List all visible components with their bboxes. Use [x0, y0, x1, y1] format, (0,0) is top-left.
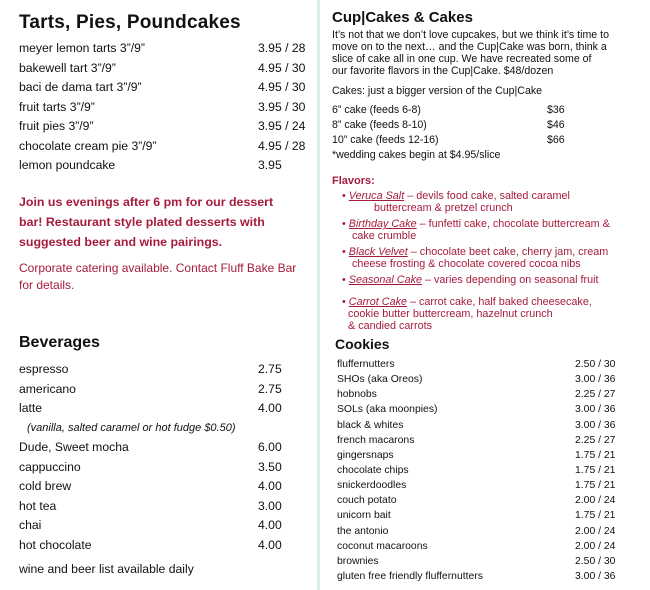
description-line: slice of cake all in one cup. We have recreated some of [332, 53, 592, 65]
item-name: 10” cake (feeds 12-16) [332, 134, 439, 146]
catering-line: for details. [19, 278, 75, 292]
item-name: americano [19, 381, 76, 396]
list-item [337, 569, 647, 584]
item-price: 1.75 / 21 [575, 449, 616, 461]
list-item [332, 134, 632, 149]
flavor-desc: & candied carrots [348, 320, 433, 332]
item-price: 4.00 [258, 401, 282, 415]
list-item-note [19, 419, 314, 439]
list-item [19, 360, 314, 380]
item-name: french macarons [337, 434, 415, 446]
item-name: hot tea [19, 498, 57, 513]
list-item [337, 508, 647, 523]
item-name: 6” cake (feeds 6-8) [332, 104, 421, 116]
flavors-list [342, 190, 648, 332]
list-item [337, 554, 647, 569]
list-item [337, 448, 647, 463]
list-item [332, 119, 632, 134]
flavor-name: Veruca Salt [348, 190, 405, 202]
flavor-name: Carrot Cake [348, 296, 407, 308]
item-name: unicorn bait [337, 510, 391, 522]
flavor-item: • Black Velvet – chocolate beet cake, cherry jam, cream cheese frosting & chocolate covered cocoa nibs [342, 246, 648, 270]
item-price: 1.75 / 21 [575, 480, 616, 492]
flavor-desc: – devils food cake, salted caramel [404, 190, 570, 202]
tarts-heading: Tarts, Pies, Poundcakes [19, 12, 241, 33]
description-line: It’s not that we don’t love cupcakes, but we think it’s time to [332, 29, 609, 41]
cake-sizes [332, 104, 632, 164]
item-price: 3.95 / 24 [258, 119, 306, 133]
flavor-desc: cookie butter buttercream, hazelnut crunch [348, 308, 553, 320]
description-line: our favorite flavors in the Cup|Cake. $48/dozen [332, 65, 554, 77]
item-price: 3.95 / 30 [258, 99, 306, 114]
item-name: lemon poundcake [19, 158, 116, 172]
list-item [332, 104, 632, 119]
catering-note [19, 260, 314, 294]
beverages-list [19, 360, 314, 555]
list-item [337, 418, 647, 433]
item-name: gingersnaps [337, 449, 394, 461]
item-price: 3.00 / 36 [575, 374, 616, 386]
cakes-intro: Cakes: just a bigger version of the Cup|Cake [332, 85, 543, 97]
list-item [19, 438, 314, 458]
left-column [0, 0, 318, 590]
list-item [19, 137, 314, 157]
list-item [19, 156, 314, 176]
list-item [19, 458, 314, 478]
item-price: $46 [547, 119, 565, 131]
item-name: fruit pies 3”/9” [19, 119, 94, 133]
item-price: 3.00 / 36 [575, 419, 616, 431]
item-price: 2.50 / 30 [575, 555, 616, 567]
list-item [19, 39, 314, 59]
item-name: brownies [337, 555, 379, 567]
item-name: chai [19, 518, 42, 532]
item-price: 1.75 / 21 [575, 464, 616, 476]
cookies-list [337, 357, 647, 584]
item-price: 6.00 [258, 440, 282, 454]
list-item [337, 433, 647, 448]
item-price: 4.95 / 30 [258, 80, 306, 94]
item-price: 3.00 / 36 [575, 404, 616, 416]
item-price: 3.95 / 28 [258, 41, 306, 55]
item-name: cold brew [19, 479, 72, 493]
item-price: 4.95 / 28 [258, 138, 306, 153]
cupcakes-heading: Cup|Cakes & Cakes [332, 9, 473, 26]
tarts-list [19, 39, 314, 176]
flavors-heading: Flavors: [332, 175, 375, 187]
flavor-name: Birthday Cake [348, 218, 417, 230]
item-price: 2.75 [258, 362, 282, 376]
list-item [19, 59, 314, 79]
item-price: $66 [547, 134, 565, 146]
item-name: SOLs (aka moonpies) [337, 404, 438, 416]
flavor-item: • Seasonal Cake – varies depending on seasonal fruit [342, 274, 599, 286]
catering-line: Corporate catering available. Contact Fluff Bake Bar [19, 261, 297, 275]
flavor-item: • Veruca Salt – devils food cake, salted caramel buttercream & pretzel crunch [342, 190, 648, 214]
list-item [337, 463, 647, 478]
list-item [337, 478, 647, 493]
flavor-desc: – funfetti cake, chocolate buttercream & [416, 218, 610, 230]
list-item [19, 399, 314, 419]
item-name: coconut macaroons [337, 540, 428, 552]
item-name: meyer lemon tarts 3”/9” [19, 41, 145, 55]
dessert-bar-promo [19, 192, 314, 252]
item-name: (vanilla, salted caramel or hot fudge $0.50) [27, 421, 236, 434]
flavor-item: • Carrot Cake – carrot cake, half baked cheesecake, cookie butter buttercream, hazelnut crunch & candied carrots [342, 296, 648, 332]
flavor-desc: – chocolate beet cake, cherry jam, cream [407, 246, 609, 258]
item-price: 4.00 [258, 518, 282, 532]
item-name: couch potato [337, 495, 397, 507]
item-price: 3.50 [258, 459, 282, 474]
cupcake-description [332, 29, 644, 77]
item-price: 3.00 [258, 498, 282, 513]
list-item [19, 536, 314, 556]
right-column [320, 0, 650, 590]
promo-line: suggested beer and wine pairings. [19, 235, 223, 249]
item-price: 1.75 / 21 [575, 510, 616, 522]
item-name: hot chocolate [19, 537, 92, 552]
flavor-desc: buttercream & pretzel crunch [374, 202, 513, 214]
item-price: 2.00 / 24 [575, 540, 616, 552]
flavor-desc: cake crumble [352, 230, 417, 242]
list-item [337, 402, 647, 417]
item-name: the antonio [337, 525, 389, 537]
item-name: snickerdoodles [337, 480, 407, 492]
item-price: $36 [547, 104, 565, 116]
item-name: baci de dama tart 3”/9” [19, 80, 142, 94]
item-price: 4.00 [258, 479, 282, 493]
item-price: 4.00 [258, 537, 282, 552]
list-item [337, 493, 647, 508]
list-item [337, 372, 647, 387]
promo-line: bar! Restaurant style plated desserts with [19, 215, 265, 229]
flavor-desc: – carrot cake, half baked cheesecake, [406, 296, 592, 308]
item-price: 3.00 / 36 [575, 570, 616, 582]
item-name: Dude, Sweet mocha [19, 440, 129, 454]
item-name: SHOs (aka Oreos) [337, 374, 423, 386]
list-item [19, 477, 314, 497]
wine-beer-note: wine and beer list available daily [19, 562, 194, 576]
promo-line: Join us evenings after 6 pm for our dessert [19, 195, 274, 209]
item-name: fluffernutters [337, 359, 395, 370]
list-item [337, 524, 647, 539]
item-name: chocolate cream pie 3”/9” [19, 138, 157, 153]
list-item [19, 516, 314, 536]
list-item [19, 380, 314, 400]
description-line: move on to the next… and the Cup|Cake was born, think a [332, 41, 607, 53]
item-name: bakewell tart 3”/9” [19, 60, 116, 75]
item-price: 2.50 / 30 [575, 359, 616, 370]
list-item [337, 539, 647, 554]
list-item [19, 98, 314, 118]
flavor-name: Seasonal Cake [348, 274, 423, 286]
list-item [19, 78, 314, 98]
flavor-name: Black Velvet [348, 246, 408, 258]
item-price: 2.75 [258, 381, 282, 396]
item-name: 8” cake (feeds 8-10) [332, 119, 427, 131]
flavor-desc: – varies depending on seasonal fruit [422, 274, 599, 286]
item-name: chocolate chips [337, 464, 409, 476]
item-name: fruit tarts 3”/9” [19, 99, 95, 114]
item-name: cappuccino [19, 459, 81, 474]
list-item [337, 357, 647, 372]
item-price: 2.25 / 27 [575, 389, 616, 401]
list-item [19, 497, 314, 517]
beverages-heading: Beverages [19, 334, 100, 351]
item-name: latte [19, 401, 43, 415]
wedding-note: *wedding cakes begin at $4.95/slice [332, 149, 501, 161]
list-item [337, 387, 647, 402]
list-item [19, 117, 314, 137]
flavor-item: • Birthday Cake – funfetti cake, chocolate buttercream & cake crumble [342, 218, 648, 242]
item-price: 2.00 / 24 [575, 495, 616, 507]
item-price: 2.00 / 24 [575, 525, 616, 537]
item-name: gluten free friendly fluffernutters [337, 570, 483, 582]
item-price: 2.25 / 27 [575, 434, 616, 446]
item-name: hobnobs [337, 389, 377, 401]
item-price: 3.95 [258, 158, 282, 172]
item-price: 4.95 / 30 [258, 60, 306, 75]
item-name: espresso [19, 362, 69, 376]
item-name: black & whites [337, 419, 404, 431]
flavor-desc: cheese frosting & chocolate covered cocoa nibs [352, 258, 581, 270]
cookies-heading: Cookies [335, 336, 390, 352]
